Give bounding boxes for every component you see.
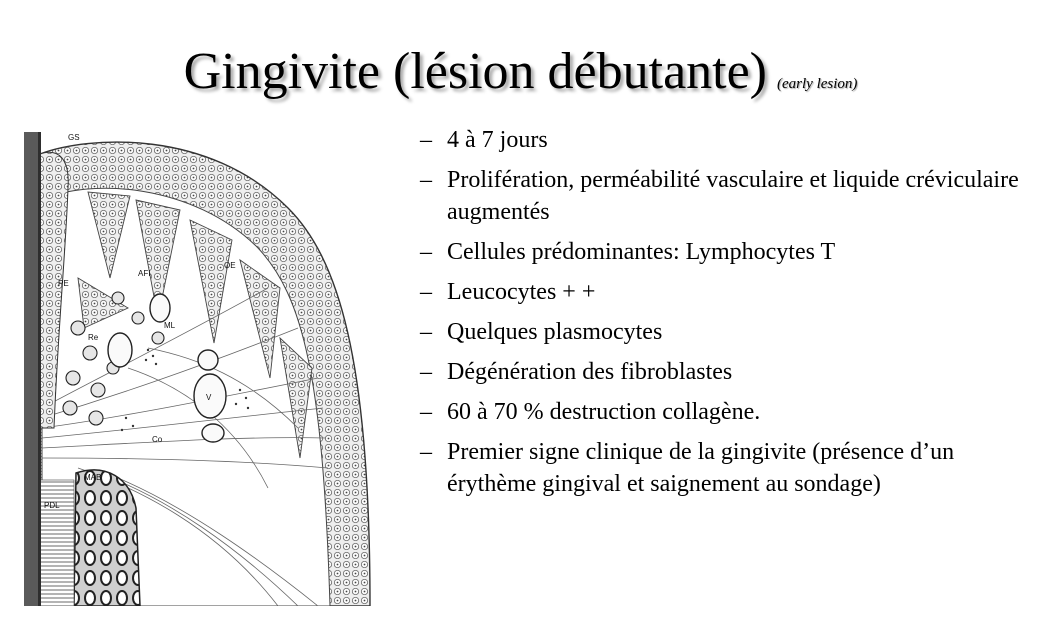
bullet-text: Dégénération des fibroblastes <box>447 359 733 385</box>
label-oe: OE <box>224 261 236 270</box>
bullet-item <box>420 356 1035 388</box>
label-re: Re <box>88 333 99 342</box>
title-main: Gingivite (lésion débutante) <box>183 43 767 100</box>
bullet-text: Premier signe clinique de la gingivite (présence d’un érythème gingival et saignement au sondage) <box>447 439 955 497</box>
periodontal-ligament <box>40 480 74 606</box>
bullet-dash: – <box>420 319 432 345</box>
bullet-list <box>420 124 1035 508</box>
bullet-item <box>420 396 1035 428</box>
bullet-dash: – <box>420 439 432 465</box>
bullet-item <box>420 436 1035 500</box>
label-mab: MAB <box>84 473 102 482</box>
label-ml: ML <box>164 321 176 330</box>
gingiva-histology-illustration <box>18 128 374 606</box>
bullet-item <box>420 276 1035 308</box>
slide-title <box>0 40 1041 104</box>
label-co: Co <box>152 435 163 444</box>
bullet-text: Cellules prédominantes: Lymphocytes T <box>447 239 836 265</box>
bullet-dash: – <box>420 359 432 385</box>
label-pdl: PDL <box>44 501 60 510</box>
label-pe: PE <box>58 279 69 288</box>
tooth-surface <box>24 132 40 606</box>
bullet-item <box>420 164 1035 228</box>
bullet-dash: – <box>420 127 432 153</box>
bullet-dash: – <box>420 239 432 265</box>
label-afi: AFI <box>138 269 151 278</box>
bullet-text: Quelques plasmocytes <box>447 319 663 345</box>
bullet-item <box>420 316 1035 348</box>
bullet-text: Prolifération, perméabilité vasculaire et liquide créviculaire augmentés <box>447 167 1019 225</box>
bullet-text: 60 à 70 % destruction collagène. <box>447 399 761 425</box>
bullet-dash: – <box>420 167 432 193</box>
title-subtitle: (early lesion) <box>777 76 858 92</box>
alveolar-bone <box>74 470 140 606</box>
bullet-item <box>420 124 1035 156</box>
label-v: V <box>206 393 212 402</box>
bullet-dash: – <box>420 399 432 425</box>
bullet-text: Leucocytes + + <box>447 279 596 305</box>
bullet-dash: – <box>420 279 432 305</box>
label-gs: GS <box>68 133 80 142</box>
bullet-text: 4 à 7 jours <box>447 127 548 153</box>
bullet-item <box>420 236 1035 268</box>
